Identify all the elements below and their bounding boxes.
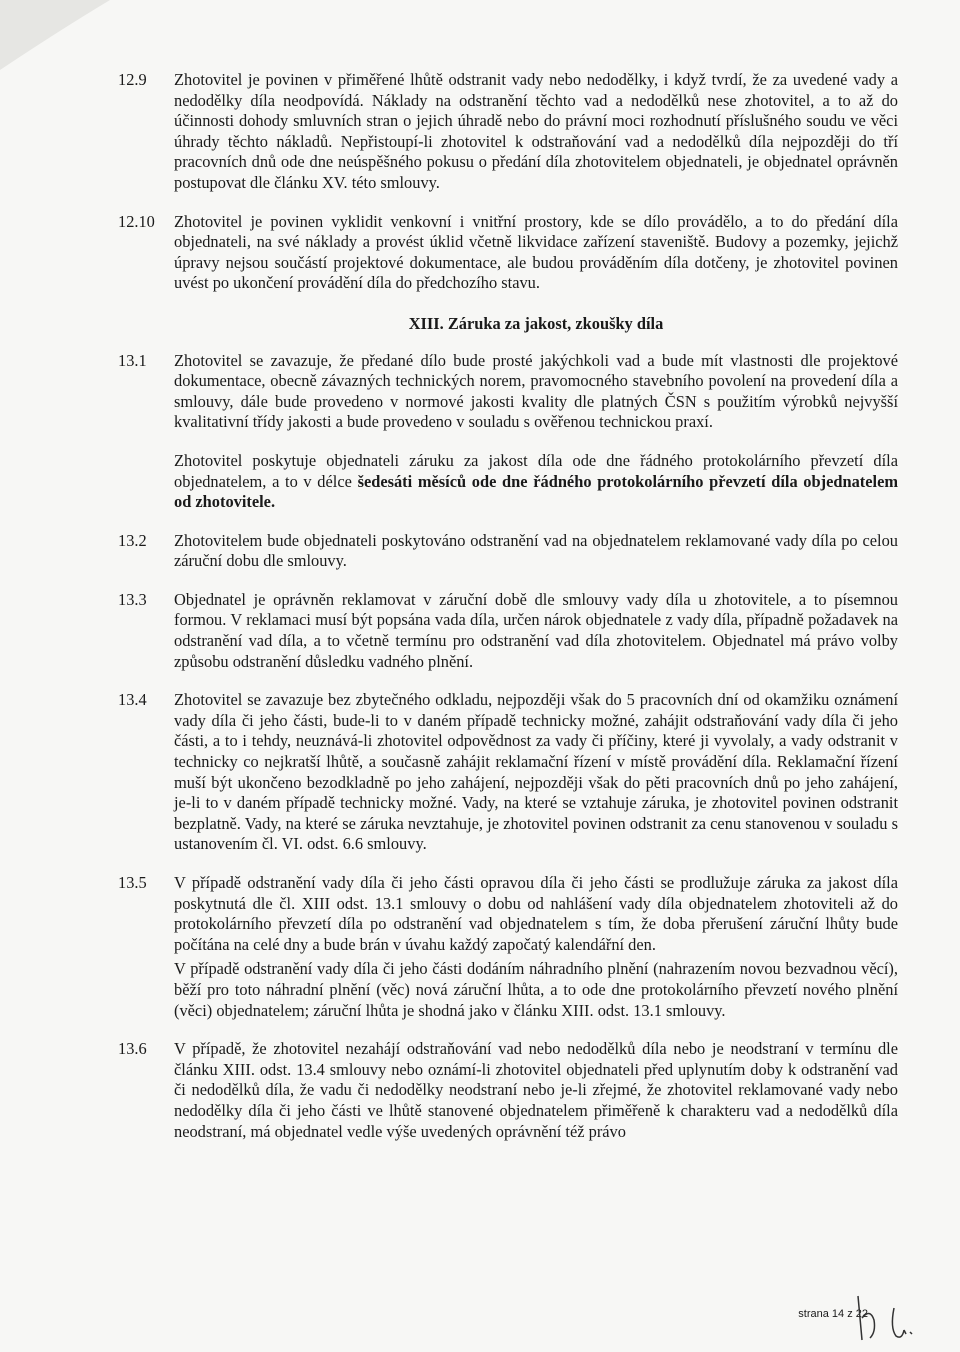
clause-number: 13.6	[118, 1039, 147, 1059]
warranty-period-bold: šedesáti měsíců ode dne řádného protokolárního převzetí díla objednatelem od zhotovitele.	[174, 471, 898, 512]
clause-paragraph: Objednatel je oprávněn reklamovat v záruční době dle smlouvy vady díla u zhotovitele, a to písemnou formou. V reklamaci musí být popsána vada díla, určen nárok objednatele z vady díla, případně požadavek na odstranění vad díla, a to včetně termínu pro odstranění vad díla zhotovitelem. Objednatel má právo volby způsobu odstranění důsledku vadného plnění.	[174, 589, 898, 671]
section-heading: XIII. Záruka za jakost, zkoušky díla	[408, 313, 664, 333]
clause-text: Zhotovitel se zavazuje, že předané dílo bude prosté jakýchkoli vad a bude mít vlastnosti dle projektové dokumentace, obecně závazných technických norem, pravomocného stavebního povolení na provedení díla a smlouvy, dále bude provedeno v normové jakosti kvality dle platných ČSN s použitím výrobků nejvyšší kvalitativní třídy jakosti a bude provedeno v souladu s ověřenou technickou praxí.	[174, 350, 898, 432]
clause-13-1	[118, 351, 898, 433]
clause-number: 13.3	[118, 589, 147, 609]
clause-body	[174, 690, 898, 855]
clause-body	[174, 531, 898, 572]
clause-body	[174, 873, 898, 1021]
page-number: strana 14 z 22	[798, 1308, 868, 1320]
clause-12-9	[118, 70, 898, 194]
clause-13-4	[118, 690, 898, 855]
clause-text: Zhotovitel je povinen v přiměřené lhůtě odstranit vady nebo nedodělky, i když tvrdí, že za uvedené vady a nedodělky díla neodpovídá. Náklady na odstranění těchto vad a nedodělků nese zhotovitel, a to až do účinnosti dohody smluvních stran o jejich úhradě nebo do právní moci rozhodnutí příslušného soudu ve věci úhrady těchto nákladů. Nepřistoupí-li zhotovitel k odstraňování vad a nedodělků díla nejpozději do tří pracovních dnů ode dne neúspěšného pokusu o předání díla zhotovitelem objednateli, je objednatel oprávněn postupovat dle článku XV. této smlouvy.	[174, 70, 898, 192]
clause-13-3	[118, 590, 898, 672]
clause-13-5	[118, 873, 898, 1021]
clause-12-10	[118, 212, 898, 294]
clause-number: 13.2	[118, 530, 147, 550]
clause-number: 12.10	[118, 211, 155, 231]
clause-13-2	[118, 531, 898, 572]
clause-body	[174, 1039, 898, 1142]
clause-paragraph: Zhotovitel se zavazuje bez zbytečného odkladu, nejpozději však do 5 pracovních dní od okamžiku oznámení vady díla či jeho části, bude-li to v daném případě technicky možné, zahájit odstraňování vady díla či jeho části, a to i tehdy, neuznává-li zhotovitel odpovědnost za vady či příčiny, které ji vyvolaly, a vady odstranit v technicky co nejkratší lhůtě, a současně zahájit reklamační řízení v místě provádění díla. Reklamační řízení muší být ukončeno bezodkladně po jeho zahájení, nejpozději však do pěti pracovních dnů po jeho zahájení, je-li to v daném případě technicky možné. Vady, na které se vztahuje záruka, je zhotovitel povinen odstranit bezplatně. Vady, na které se záruka nevztahuje, je zhotovitel povinen odstranit za cenu stanovenou v souladu s ustanovením čl. VI. odst. 6.6 smlouvy.	[174, 690, 898, 854]
clause-paragraph: Zhotovitelem bude objednateli poskytováno odstranění vad na objednatelem reklamované vady díla po celou záruční dobu dle smlouvy.	[174, 530, 898, 571]
warranty-text: Zhotovitel poskytuje objednateli záruku za jakost díla ode dne řádného protokolárního převzetí díla objednatelem, a to v délce	[174, 450, 898, 491]
clause-number: 13.4	[118, 690, 147, 710]
clause-paragraph: V případě, že zhotovitel nezahájí odstraňování vad nebo nedodělků díla nebo je neodstraní v termínu dle článku XIII. odst. 13.4 smlouvy nebo oznámí-li zhotovitel objednateli před uplynutím doby k odstranění vad či nedodělků díla, že vadu či nedodělky neodstraní nebo je-li zřejmé, že zhotovitel reklamované vady nebo nedodělky díla či jeho části ve lhůtě stanovené objednatelem přiměřeně k charakteru vad a nedodělků díla neodstraní, má objednatel vedle výše uvedených oprávnění též právo	[174, 1039, 898, 1141]
clause-paragraph: V případě odstranění vady díla či jeho části dodáním náhradního plnění (nahrazením novou bezvadnou věcí), běží pro toto náhradní plnění (věc) nová záruční lhůta, a to ode dne protokolárního převzetí nového plnění (věci) objednatelem; záruční lhůta je shodná jako v článku XIII. odst. 13.1 smlouvy.	[174, 959, 898, 1020]
document-content	[118, 70, 898, 1160]
clause-number: 12.9	[118, 70, 147, 89]
warranty-paragraph	[118, 451, 898, 513]
clause-number: 13.5	[118, 873, 147, 892]
clause-paragraph: V případě odstranění vady díla či jeho části opravou díla či jeho části se prodlužuje záruka za jakost díla poskytnutá dle čl. XIII odst. 13.1 smlouvy o dobu od nahlášení vady díla objednatelem zhotoviteli až do protokolárního převzetí díla po odstranění vad objednatelem s tím, že doba přerušení záruční lhůty bude počítána na celé dny a bude brán v úvahu každý započatý kalendářní den.	[174, 873, 898, 954]
clause-number: 13.1	[118, 350, 147, 370]
clause-13-6	[118, 1039, 898, 1142]
page-corner-shadow	[0, 0, 120, 80]
signature-initials	[848, 1288, 938, 1348]
clause-text: Zhotovitel je povinen vyklidit venkovní i vnitřní prostory, kde se dílo provádělo, a to do předání díla objednateli, na své náklady a provést úklid včetně likvidace zařízení staveniště. Budovy a pozemky, jejichž úpravy nejsou součástí projektové dokumentace, ale budou prováděním díla dotčeny, je zhotovitel povinen uvést po ukončení provádění díla do předchozího stavu.	[174, 211, 898, 293]
clause-body	[174, 590, 898, 672]
